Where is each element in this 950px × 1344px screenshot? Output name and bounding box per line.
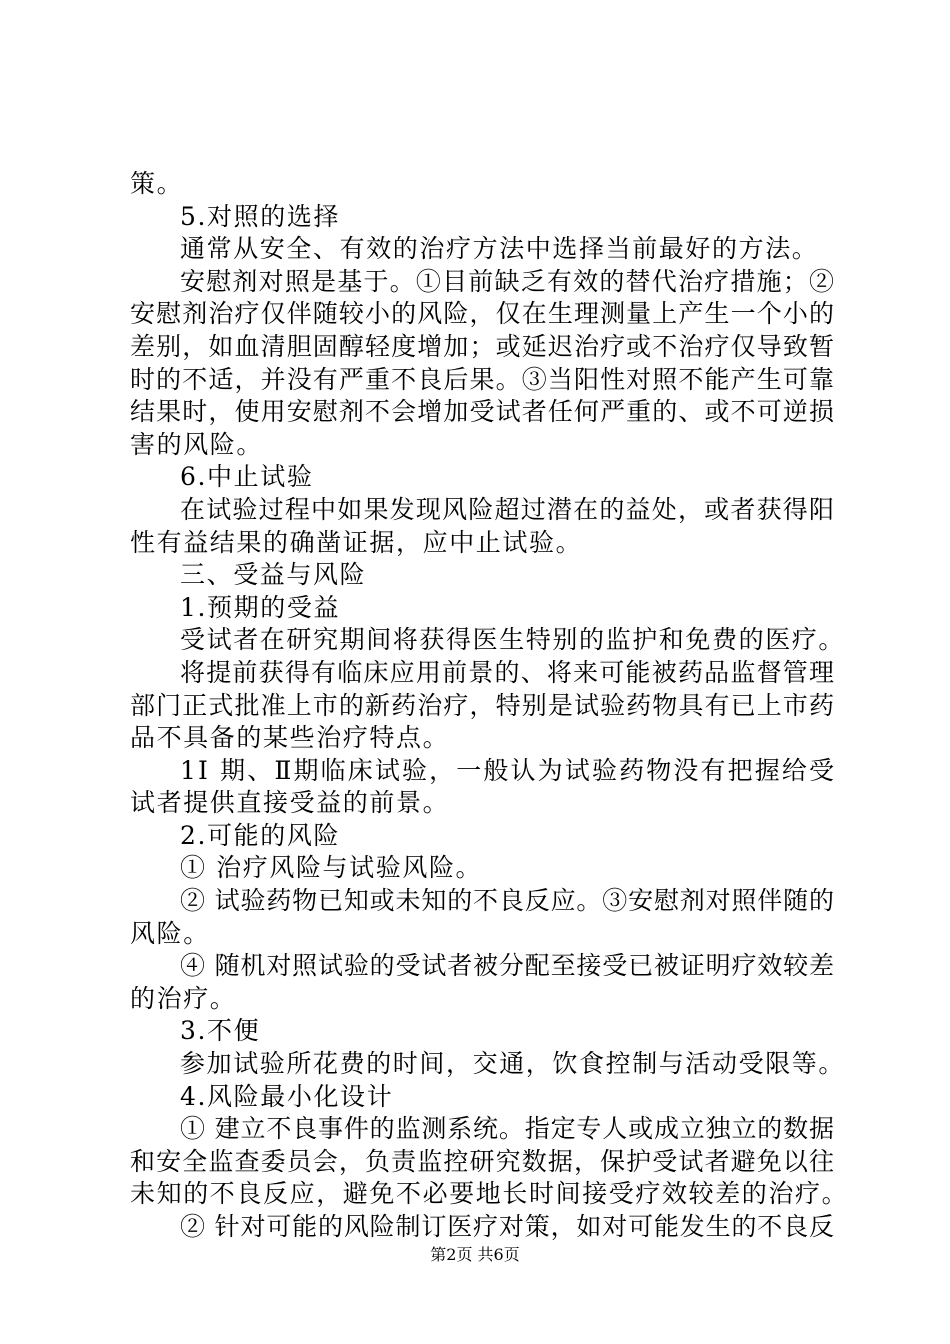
text-line: 1Ⅰ 期、Ⅱ期临床试验，一般认为试验药物没有把握给受 [180,755,834,785]
text-line: 和安全监查委员会，负责监控研究数据，保护受试者避免以往 [130,1146,834,1176]
text-line: ② 试验药物已知或未知的不良反应。③安慰剂对照伴随的 [180,886,834,916]
text-line: 时的不适，并没有严重不良后果。③当阳性对照不能产生可靠 [130,364,834,394]
text-line: 1.预期的受益 [180,592,341,622]
text-line: ② 针对可能的风险制订医疗对策，如对可能发生的不良反 [180,1212,834,1241]
document-body [130,168,849,1244]
text-line: 安慰剂治疗仅伴随较小的风险，仅在生理测量上产生一个小的 [130,299,834,329]
text-line: 通常从安全、有效的治疗方法中选择当前最好的方法。 [180,234,819,264]
text-line: 害的风险。 [130,429,264,459]
text-line: 在试验过程中如果发现风险超过潜在的益处，或者获得阳 [180,494,834,524]
text-line: 风险。 [130,918,210,948]
text-line: ④ 随机对照试验的受试者被分配至接受已被证明疗效较差 [180,951,834,981]
text-line: ① 建立不良事件的监测系统。指定专人或成立独立的数据 [180,1114,834,1144]
text-line: 安慰剂对照是基于。①目前缺乏有效的替代治疗措施；② [180,266,834,296]
text-line: 性有益结果的确凿证据，应中止试验。 [130,527,583,557]
text-line: 三、受益与风险 [180,560,367,590]
text-line: 差别，如血清胆固醇轻度增加；或延迟治疗或不治疗仅导致暂 [130,331,834,361]
text-line: 参加试验所花费的时间，交通，饮食控制与活动受限等。 [180,1049,846,1079]
text-line: 试者提供直接受益的前景。 [130,788,450,818]
text-line: 将提前获得有临床应用前景的、将来可能被药品监督管理 [180,657,834,687]
text-line: ① 治疗风险与试验风险。 [180,853,483,883]
text-line: 未知的不良反应，避免不必要地长时间接受疗效较差的治疗。 [130,1179,849,1209]
text-line: 结果时，使用安慰剂不会增加受试者任何严重的、或不可逆损 [130,397,834,427]
text-line: 6.中止试验 [180,462,314,492]
text-line: 2.可能的风险 [180,820,341,850]
text-line: 5.对照的选择 [180,201,341,231]
text-line: 品不具备的某些治疗特点。 [130,723,450,753]
text-line: 策。 [130,169,184,198]
page-footer: 第2页 共6页 [430,1245,520,1264]
text-line: 受试者在研究期间将获得医生特别的监护和免费的医疗。 [180,625,846,655]
text-line: 3.不便 [180,1016,261,1046]
text-line: 的治疗。 [130,983,237,1013]
text-line: 4.风险最小化设计 [180,1081,394,1111]
text-line: 部门正式批准上市的新药治疗，特别是试验药物具有已上市药 [130,690,834,720]
